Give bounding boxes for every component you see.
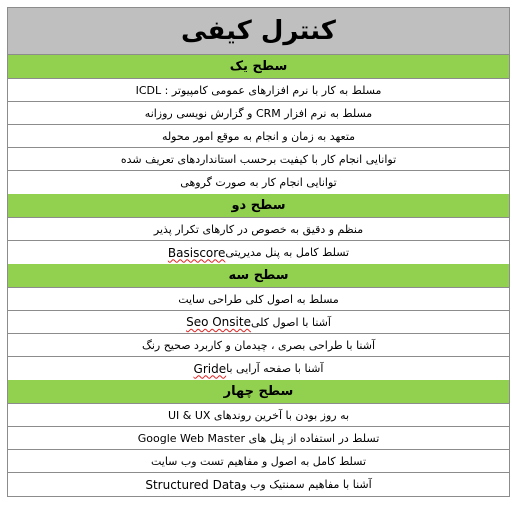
table-row: تسلط کامل به اصول و مفاهیم تست وب سایت [8,450,509,473]
table-row [8,473,509,496]
table-row: به روز بودن با آخرین روندهای UI & UX [8,404,509,427]
level-heading: سطح چهار [8,380,509,404]
row-text: آشنا با صفحه آرایی با [226,362,324,375]
table-row: آشنا با طراحی بصری ، چیدمان و کاربرد صحیح رنگ [8,334,509,357]
table-row: توانایی انجام کار به صورت گروهی [180,176,337,189]
table-row: تسلط در استفاده از پنل های Google Web Master [8,427,509,450]
table-title: کنترل کیفی [8,8,509,55]
row-term: Structured Data [145,477,242,492]
section-level-2 [8,194,509,264]
level-heading: سطح دو [8,194,509,218]
section-level-4 [8,380,509,496]
table-row: توانایی انجام کار با کیفیت برحسب استانداردهای تعریف شده [8,148,509,171]
table-row: مسلط به نرم افزار CRM و گزارش نویسی روزانه [8,102,509,125]
quality-control-table [7,7,510,497]
table-row: منظم و دقیق به خصوص در کارهای تکرار پذیر [8,218,509,241]
row-term: Gride [193,361,227,376]
table-row [8,311,509,334]
row-text: تسلط کامل به پنل مدیریتی [225,246,350,259]
table-row: مسلط به اصول کلی طراحی سایت [8,288,509,311]
row-term: Basiscore [167,245,226,260]
table-row [8,357,509,380]
row-text: آشنا با مفاهیم سمنتیک وب و [241,478,372,491]
section-level-3 [8,264,509,380]
row-text: آشنا با اصول کلی [250,315,331,329]
level-heading: سطح سه [8,264,509,288]
table-row: مسلط به کار با نرم افزارهای عمومی کامپیوتر : ICDL [8,79,509,102]
table-row: متعهد به زمان و انجام به موقع امور محوله [8,125,509,148]
section-level-1 [8,55,509,194]
row-term: Seo Onsite [186,315,251,329]
level-heading: سطح یک [8,55,509,79]
table-row [8,241,509,264]
